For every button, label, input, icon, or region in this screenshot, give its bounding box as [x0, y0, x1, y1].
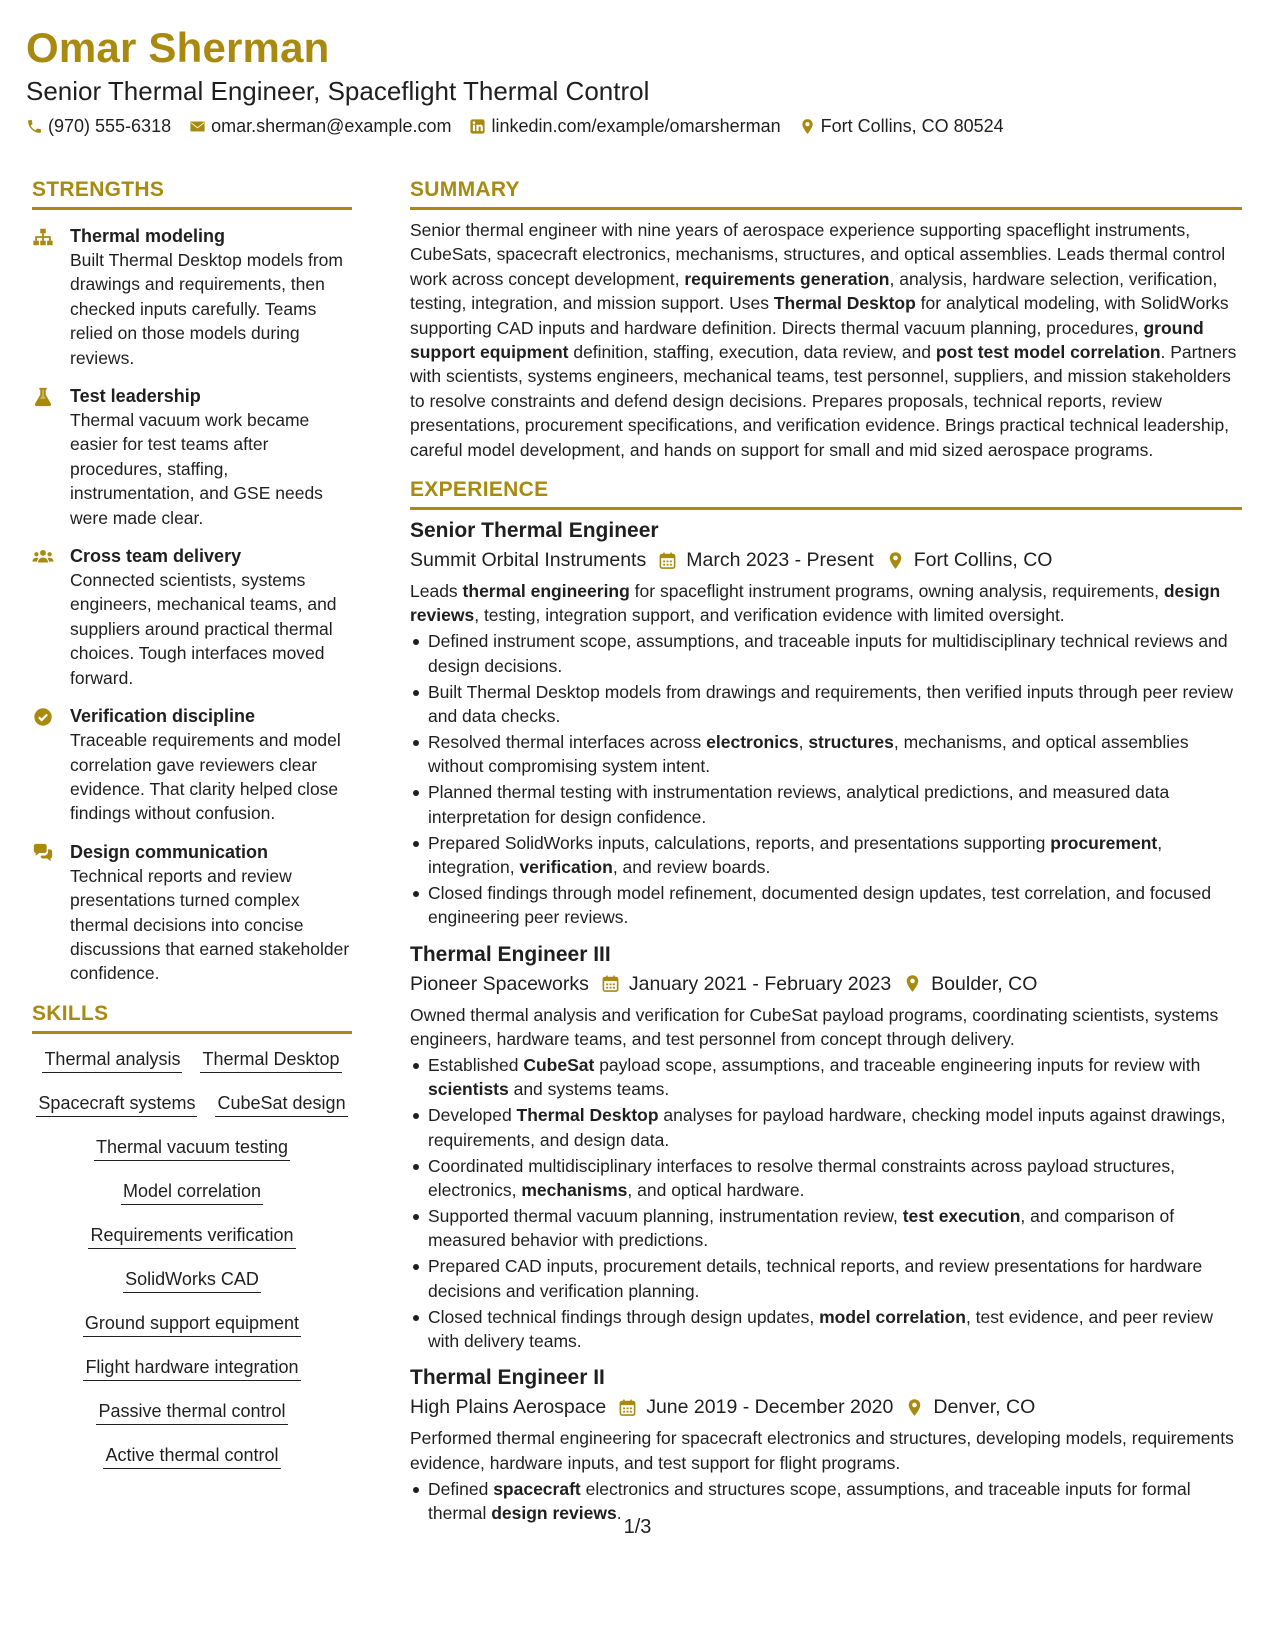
strength-desc: Connected scientists, systems engineers, mechanical teams, and suppliers around practical thermal choices. Tough interfaces moved forward.	[70, 570, 337, 688]
bold-keyword: post test model correlation	[935, 342, 1161, 363]
list-item	[428, 1053, 1242, 1102]
company-name: Pioneer Spaceworks	[410, 972, 589, 995]
map-marker-icon	[903, 974, 922, 993]
strength-item	[32, 840, 352, 986]
map-marker-icon	[886, 551, 905, 570]
text-run: Closed findings through model refinement, documented design updates, test correlation, and focused engineering peer reviews.	[428, 882, 1212, 928]
text-run: Owned thermal analysis and verification for CubeSat payload programs, coordinating scientists, systems engineers, hardware teams, and test personnel from concept through delivery.	[410, 1004, 1219, 1050]
text-run: Defined instrument scope, assumptions, and traceable inputs for multidisciplinary technical reviews and design decisions.	[428, 631, 1228, 676]
text-run: payload scope, assumptions, and traceable engineering inputs for review with	[594, 1055, 1201, 1076]
text-run: Coordinated multidisciplinary interfaces to resolve thermal constraints across payload structures, electronics,	[428, 1155, 1175, 1201]
job-dates: March 2023 - Present	[686, 549, 874, 572]
contact-email[interactable]	[189, 116, 451, 137]
text-run: Closed technical findings through design updates,	[428, 1306, 820, 1327]
text-run: , and comparison of measured behavior with predictions.	[428, 1206, 1175, 1251]
experience-list	[410, 516, 1242, 1526]
job-location: Fort Collins, CO	[913, 549, 1053, 572]
location-text: Fort Collins, CO 80524	[820, 116, 1004, 136]
text-run: , testing, integration support, and verification evidence with limited oversight.	[474, 605, 1065, 626]
list-item	[428, 629, 1242, 678]
contact-phone	[26, 116, 171, 137]
bold-keyword: test execution	[902, 1206, 1021, 1226]
text-run: electronics and structures scope, assumptions, and traceable inputs for formal thermal	[428, 1478, 1191, 1524]
text-run: analyses for payload hardware, checking model inputs against drawings, requirements, and design data.	[428, 1105, 1226, 1150]
text-run: for spaceflight instrument programs, owning analysis, requirements,	[629, 581, 1164, 602]
phone-icon	[26, 118, 43, 135]
skill-tag: Active thermal control	[103, 1444, 280, 1469]
list-item	[428, 730, 1242, 779]
map-marker-icon	[799, 118, 816, 135]
job-description	[410, 1426, 1242, 1475]
text-run: , test evidence, and peer review with delivery teams.	[428, 1306, 1214, 1352]
list-item	[428, 881, 1242, 930]
job-entry	[410, 940, 1242, 1354]
text-run: Prepared CAD inputs, procurement details, technical reports, and review presentations for hardware decisions and verification planning.	[428, 1256, 1203, 1301]
calendar-icon	[601, 974, 620, 993]
page-number: 1/3	[623, 1516, 652, 1538]
comments-icon	[32, 842, 54, 864]
text-run: Built Thermal Desktop models from drawings and requirements, then verified inputs through peer review and data checks.	[428, 681, 1234, 727]
job-title: Thermal Engineer III	[410, 942, 611, 966]
strengths-list	[32, 224, 352, 986]
skill-tag: CubeSat design	[215, 1092, 347, 1117]
job-title: Thermal Engineer II	[410, 1366, 605, 1390]
list-item	[428, 1154, 1242, 1203]
bold-keyword: Thermal Desktop	[773, 293, 916, 314]
job-entry	[410, 1363, 1242, 1525]
flask-icon	[32, 386, 54, 408]
text-run: Defined	[428, 1478, 494, 1499]
envelope-icon	[189, 118, 206, 135]
bold-keyword: model correlation	[819, 1306, 966, 1327]
text-run: and systems teams.	[508, 1079, 670, 1100]
right-column	[410, 176, 1242, 1526]
job-meta	[410, 1393, 1242, 1421]
job-location: Boulder, CO	[931, 972, 1038, 995]
bold-keyword: design reviews	[410, 581, 1221, 626]
bold-keyword: procurement	[1050, 832, 1158, 853]
list-item	[428, 780, 1242, 829]
bold-keyword: scientists	[428, 1079, 509, 1100]
experience-heading: EXPERIENCE	[410, 476, 1242, 510]
list-item	[428, 1305, 1242, 1354]
summary-heading: SUMMARY	[410, 176, 1242, 210]
skills-heading: SKILLS	[32, 1000, 352, 1034]
skill-tag: Thermal analysis	[42, 1048, 182, 1073]
bold-keyword: thermal engineering	[462, 581, 630, 602]
strength-item	[32, 544, 352, 690]
users-icon	[32, 546, 54, 568]
job-bullets	[410, 1053, 1242, 1353]
bold-keyword: mechanisms	[521, 1180, 628, 1201]
job-meta	[410, 970, 1242, 998]
bold-keyword: ground support equipment	[410, 317, 1204, 363]
strength-title: Verification discipline	[70, 706, 256, 727]
skill-tag: Thermal Desktop	[200, 1048, 341, 1073]
strength-desc: Thermal vacuum work became easier for test teams after procedures, staffing, instrumentation, and GSE needs were made clear.	[70, 410, 323, 528]
strength-title: Design communication	[70, 841, 269, 862]
strength-desc: Traceable requirements and model correlation gave reviewers clear evidence. That clarity helped close findings without confusion.	[70, 730, 341, 824]
left-column	[32, 176, 352, 1469]
job-bullets	[410, 629, 1242, 929]
text-run: Supported thermal vacuum planning, instrumentation review,	[428, 1206, 903, 1226]
skill-tag: Thermal vacuum testing	[94, 1136, 290, 1161]
resume-header	[26, 22, 1246, 137]
strength-desc: Technical reports and review presentations turned complex thermal decisions into concise discussions that earned stakeholder confidence.	[70, 865, 350, 984]
skill-tag: Spacecraft systems	[36, 1092, 197, 1117]
job-meta	[410, 546, 1242, 574]
company-name: Summit Orbital Instruments	[410, 549, 647, 572]
text-run: Prepared SolidWorks inputs, calculations, reports, and presentations supporting	[428, 832, 1051, 853]
list-item	[428, 1254, 1242, 1303]
text-run: , analysis, hardware selection, verification, testing, integration, and mission support. Uses	[410, 268, 1218, 314]
text-run: Senior thermal engineer with nine years of aerospace experience supporting spaceflight instruments, CubeSats, spacecraft electronics, mechanisms, structures, and optical assemblies. Leads thermal control work across concept development,	[410, 220, 1226, 289]
bold-keyword: verification	[519, 857, 613, 878]
job-dates: June 2019 - December 2020	[646, 1396, 894, 1419]
linkedin-icon	[469, 118, 486, 135]
text-run: Performed thermal engineering for spacecraft electronics and structures, developing models, requirements evidence, hardware inputs, and test support for flight programs.	[410, 1428, 1234, 1473]
strength-desc: Built Thermal Desktop models from drawings and requirements, then checked inputs carefully. Teams relied on those models during reviews.	[70, 250, 343, 368]
bold-keyword: Thermal Desktop	[516, 1105, 659, 1126]
check-circle-icon	[32, 706, 54, 728]
candidate-headline: Senior Thermal Engineer, Spaceflight Thermal Control	[26, 76, 650, 106]
skill-tag: Flight hardware integration	[83, 1356, 300, 1381]
strength-item	[32, 704, 352, 826]
summary-text	[410, 218, 1242, 462]
job-description	[410, 1003, 1242, 1052]
sitemap-icon	[32, 226, 54, 248]
text-run: definition, staffing, execution, data review, and	[568, 342, 936, 363]
strength-title: Test leadership	[70, 386, 201, 407]
skill-tag: Requirements verification	[88, 1224, 295, 1249]
text-run: Resolved thermal interfaces across	[428, 732, 707, 752]
candidate-name: Omar Sherman	[26, 24, 330, 71]
skill-tag: Ground support equipment	[83, 1312, 301, 1337]
list-item	[428, 1103, 1242, 1152]
skill-tag: Model correlation	[121, 1180, 263, 1205]
text-run: for analytical modeling, with SolidWorks supporting CAD inputs and hardware definition. Directs thermal vacuum planning, procedures,	[410, 293, 1229, 338]
bold-keyword: structures	[808, 732, 894, 752]
list-item	[428, 680, 1242, 729]
strength-item	[32, 384, 352, 530]
strength-item	[32, 224, 352, 370]
bold-keyword: spacecraft	[493, 1478, 581, 1499]
company-name: High Plains Aerospace	[410, 1396, 607, 1419]
job-entry	[410, 516, 1242, 930]
job-dates: January 2021 - February 2023	[628, 972, 892, 995]
list-item	[428, 1204, 1242, 1253]
text-run: Developed	[428, 1105, 517, 1126]
bold-keyword: electronics	[706, 732, 799, 752]
email-text[interactable]: omar.sherman@example.com	[211, 116, 452, 136]
calendar-icon	[658, 551, 677, 570]
skill-tag: Passive thermal control	[96, 1400, 287, 1425]
job-title: Senior Thermal Engineer	[410, 519, 659, 543]
text-run: , integration,	[428, 832, 1163, 878]
strengths-heading: STRENGTHS	[32, 176, 352, 210]
bold-keyword: requirements generation	[684, 268, 890, 289]
skills-list	[32, 1048, 352, 1469]
map-marker-icon	[905, 1398, 924, 1417]
text-run: . Partners with scientists, systems engineers, mechanical teams, test personnel, suppliers, and mission stakeholders to resolve constraints and defend design decisions. Prepares proposals, technical reports, review presentations, procurement specifications, and verification evidence. Brings practical technical leadership, careful model development, and hands on support for small and mid sized aerospace programs.	[410, 342, 1237, 460]
contact-bar	[26, 116, 1246, 137]
strength-title: Cross team delivery	[70, 546, 242, 567]
skill-tag: SolidWorks CAD	[123, 1268, 261, 1293]
text-run: , mechanisms, and optical assemblies without compromising system intent.	[428, 732, 1189, 777]
text-run: , and review boards.	[612, 857, 771, 878]
linkedin-text[interactable]: linkedin.com/example/omarsherman	[491, 116, 781, 136]
text-run: Established	[428, 1055, 524, 1076]
bold-keyword: design reviews	[491, 1503, 617, 1524]
text-run: ,	[798, 732, 809, 752]
contact-location	[799, 116, 1004, 137]
job-location: Denver, CO	[933, 1396, 1036, 1419]
job-description	[410, 579, 1242, 628]
text-run: , and optical hardware.	[627, 1180, 805, 1201]
text-run: Planned thermal testing with instrumentation reviews, analytical predictions, and measured data interpretation for design confidence.	[428, 782, 1170, 827]
text-run: Leads	[410, 581, 463, 602]
calendar-icon	[618, 1398, 637, 1417]
strength-title: Thermal modeling	[70, 226, 226, 246]
text-run: .	[616, 1503, 622, 1524]
list-item	[428, 831, 1242, 880]
contact-linkedin[interactable]	[469, 116, 780, 137]
phone-text: (970) 555-6318	[48, 116, 172, 136]
bold-keyword: CubeSat	[523, 1055, 595, 1076]
